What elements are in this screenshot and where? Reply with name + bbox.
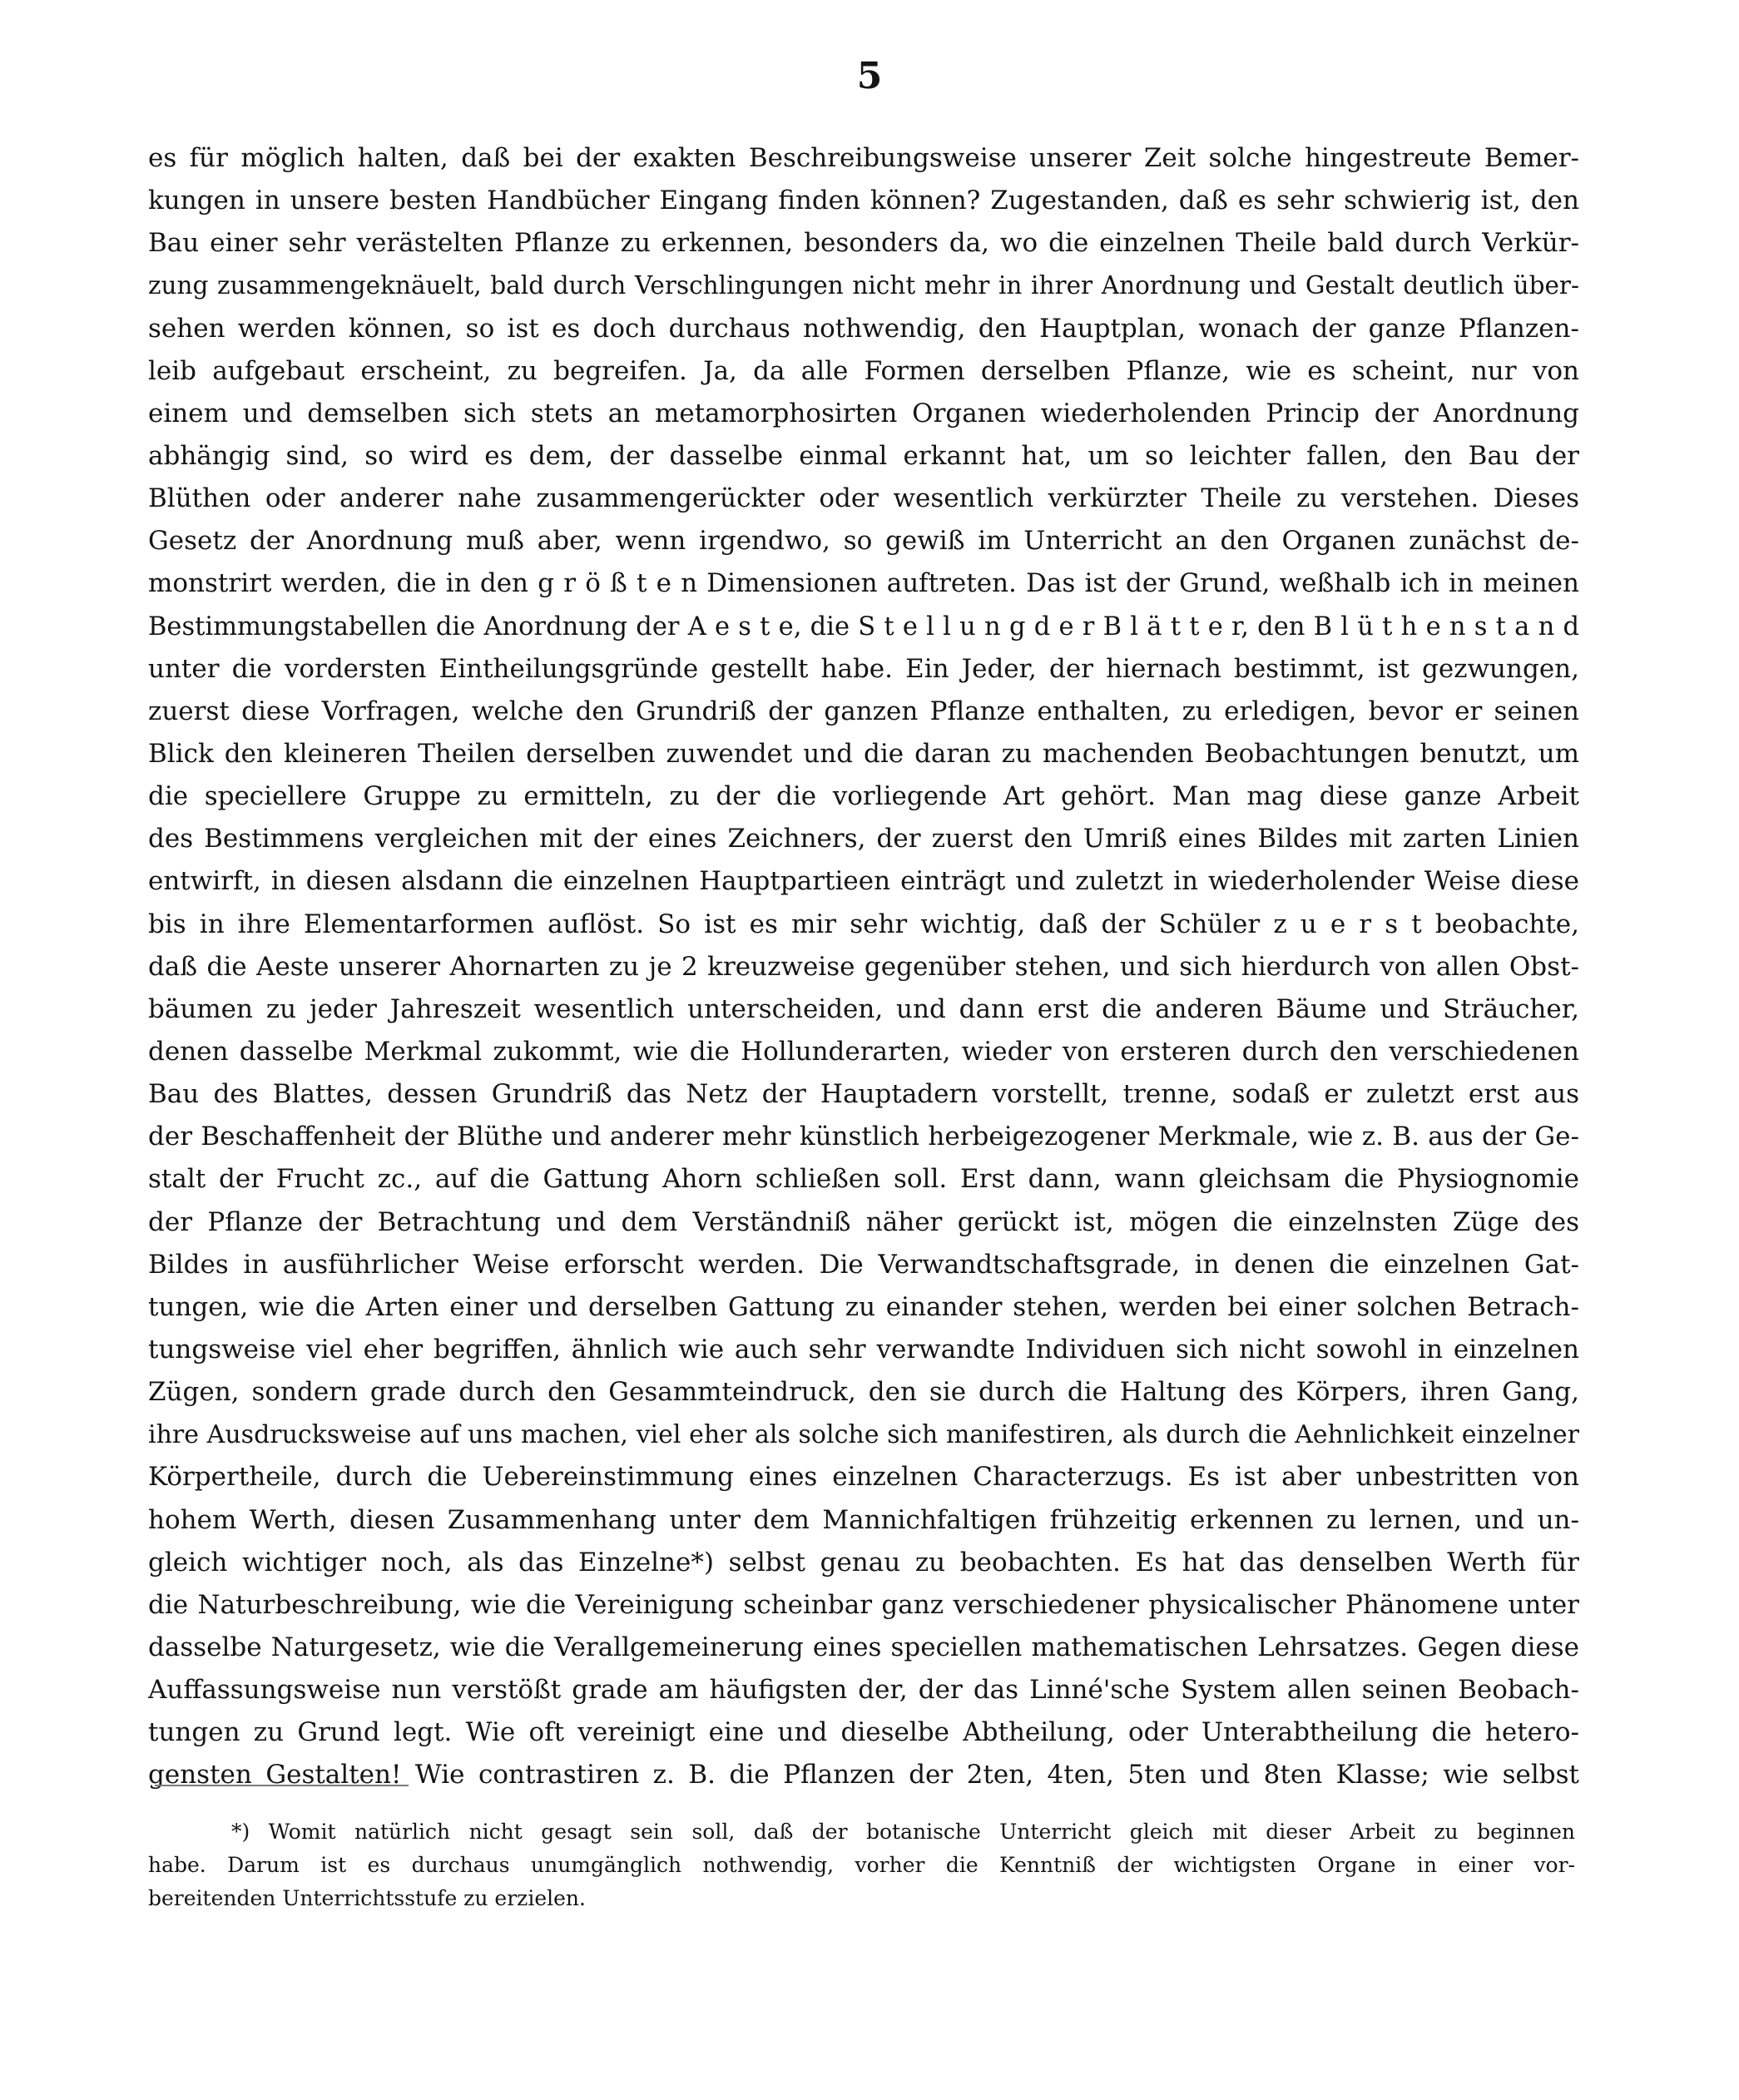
text-line: stalt der Frucht zc., auf die Gattung Ahorn schließen soll. Erst dann, wann gleichsam die Physiognomie [148,1164,1579,1195]
text-line: zung zusammengeknäuelt, bald durch Verschlingungen nicht mehr in ihrer Anordnung und Gestalt deutlich über- [148,271,1579,300]
text-line: gensten Gestalten! Wie contrastiren z. B. die Pflanzen der 2ten, 4ten, 5ten und 8ten Klasse; wie selbst [148,1760,1579,1790]
text-line: daß die Aeste unserer Ahornarten zu je 2 kreuzweise gegenüber stehen, und sich hierdurch von allen Obst- [148,951,1579,982]
footnote-divider [155,1785,409,1786]
text-line: hohem Werth, diesen Zusammenhang unter dem Mannichfaltigen frühzeitig erkennen zu lernen, und un- [148,1504,1579,1535]
text-line: einem und demselben sich stets an metamorphosirten Organen wiederholenden Princip der Anordnung [148,398,1579,428]
text-line: der Pflanze der Betrachtung und dem Verständniß näher gerückt ist, mögen die einzelnsten Züge des [148,1206,1579,1237]
text-line: kungen in unsere besten Handbücher Eingang finden können? Zugestanden, daß es sehr schwierig ist, den [148,186,1579,216]
footnote [148,1815,1575,1915]
text-line: Auffassungsweise nun verstößt grade am häufigsten der, der das Linné'sche System allen seinen Beobach- [148,1675,1579,1706]
text-line: Bestimmungstabellen die Anordnung der A e s t e, die S t e l l u n g d e r B l ä t t e r, den B l ü t h e n s t a n d [148,612,1579,641]
text-line: Bau einer sehr verästelten Pflanze zu erkennen, besonders da, wo die einzelnen Theile bald durch Verkür- [148,228,1579,259]
text-line: Blick den kleineren Theilen derselben zuwendet und die daran zu machenden Beobachtungen benutzt, um [148,738,1579,769]
text-line: tungen, wie die Arten einer und derselben Gattung zu einander stehen, werden bei einer solchen Betrach- [148,1291,1579,1322]
text-line: leib aufgebaut erscheint, zu begreifen. Ja, da alle Formen derselben Pflanze, wie es scheint, nur von [148,355,1579,386]
text-line: bäumen zu jeder Jahreszeit wesentlich unterscheiden, und dann erst die anderen Bäume und Sträucher, [148,993,1579,1024]
text-line: Zügen, sondern grade durch den Gesammteindruck, den sie durch die Haltung des Körpers, ihren Gang, [148,1377,1579,1408]
text-line: Bildes in ausführlicher Weise erforscht werden. Die Verwandtschaftsgrade, in denen die einzelnen Gat- [148,1249,1579,1280]
text-line: tungsweise viel eher begriffen, ähnlich wie auch sehr verwandte Individuen sich nicht sowohl in einzelnen [148,1334,1579,1365]
text-line: die speciellere Gruppe zu ermitteln, zu der die vorliegende Art gehört. Man mag diese ganze Arbeit [148,781,1579,812]
text-line: es für möglich halten, daß bei der exakten Beschreibungsweise unserer Zeit solche hingestreute Bemer- [148,143,1579,173]
text-line: monstrirt werden, die in den g r ö ß t e n Dimensionen auftreten. Das ist der Grund, weßhalb ich in meinen [148,568,1579,599]
text-line: bis in ihre Elementarformen auflöst. So ist es mir sehr wichtig, daß der Schüler z u e r s t beobachte, [148,909,1579,939]
text-line: der Beschaffenheit der Blüthe und anderer mehr künstlich herbeigezogener Merkmale, wie z. B. aus der Ge- [148,1122,1579,1152]
text-line: Körpertheile, durch die Uebereinstimmung eines einzelnen Characterzugs. Es ist aber unbestritten von [148,1462,1579,1493]
footnote-line: bereitenden Unterrichtsstufe zu erzielen. [148,1886,586,1910]
text-line: die Naturbeschreibung, wie die Vereinigung scheinbar ganz verschiedener physicalischer Phänomene unter [148,1589,1579,1620]
footnote-line: habe. Darum ist es durchaus unumgänglich nothwendig, vorher die Kenntniß der wichtigsten Organe in einer vor- [148,1853,1575,1877]
text-line: unter die vordersten Eintheilungsgründe gestellt habe. Ein Jeder, der hiernach bestimmt, ist gezwungen, [148,653,1579,684]
page-number: 5 [856,55,883,97]
text-line: abhängig sind, so wird es dem, der dasselbe einmal erkannt hat, um so leichter fallen, den Bau der [148,440,1579,471]
text-line: denen dasselbe Merkmal zukommt, wie die Hollunderarten, wieder von ersteren durch den verschiedenen [148,1036,1579,1067]
text-line: entwirft, in diesen alsdann die einzelnen Hauptpartieen einträgt und zuletzt in wiederholender Weise diese [148,866,1579,897]
text-line: dasselbe Naturgesetz, wie die Verallgemeinerung eines speciellen mathematischen Lehrsatzes. Gegen diese [148,1632,1579,1662]
text-line: gleich wichtiger noch, als das Einzelne*) selbst genau zu beobachten. Es hat das denselben Werth für [148,1547,1579,1577]
text-line: Blüthen oder anderer nahe zusammengerückter oder wesentlich verkürzter Theile zu verstehen. Dieses [148,483,1579,514]
text-line: zuerst diese Vorfragen, welche den Grundriß der ganzen Pflanze enthalten, zu erledigen, bevor er seinen [148,696,1579,726]
main-text [148,137,1579,1796]
text-line: des Bestimmens vergleichen mit der eines Zeichners, der zuerst den Umriß eines Bildes mit zarten Linien [148,824,1579,854]
text-line: ihre Ausdrucksweise auf uns machen, viel eher als solche sich manifestiren, als durch die Aehnlichkeit einzelner [148,1420,1579,1450]
text-line: tungen zu Grund legt. Wie oft vereinigt eine und dieselbe Abtheilung, oder Unterabtheilung die hetero- [148,1717,1579,1748]
text-line: sehen werden können, so ist es doch durchaus nothwendig, den Hauptplan, wonach der ganze Pflanzen- [148,313,1579,344]
text-line: Gesetz der Anordnung muß aber, wenn irgendwo, so gewiß im Unterricht an den Organen zunächst de- [148,526,1579,557]
footnote-line: *) Womit natürlich nicht gesagt sein soll, daß der botanische Unterricht gleich mit dieser Arbeit zu beginnen [231,1820,1575,1844]
text-line: Bau des Blattes, dessen Grundriß das Netz der Hauptadern vorstellt, trenne, sodaß er zuletzt erst aus [148,1079,1579,1110]
